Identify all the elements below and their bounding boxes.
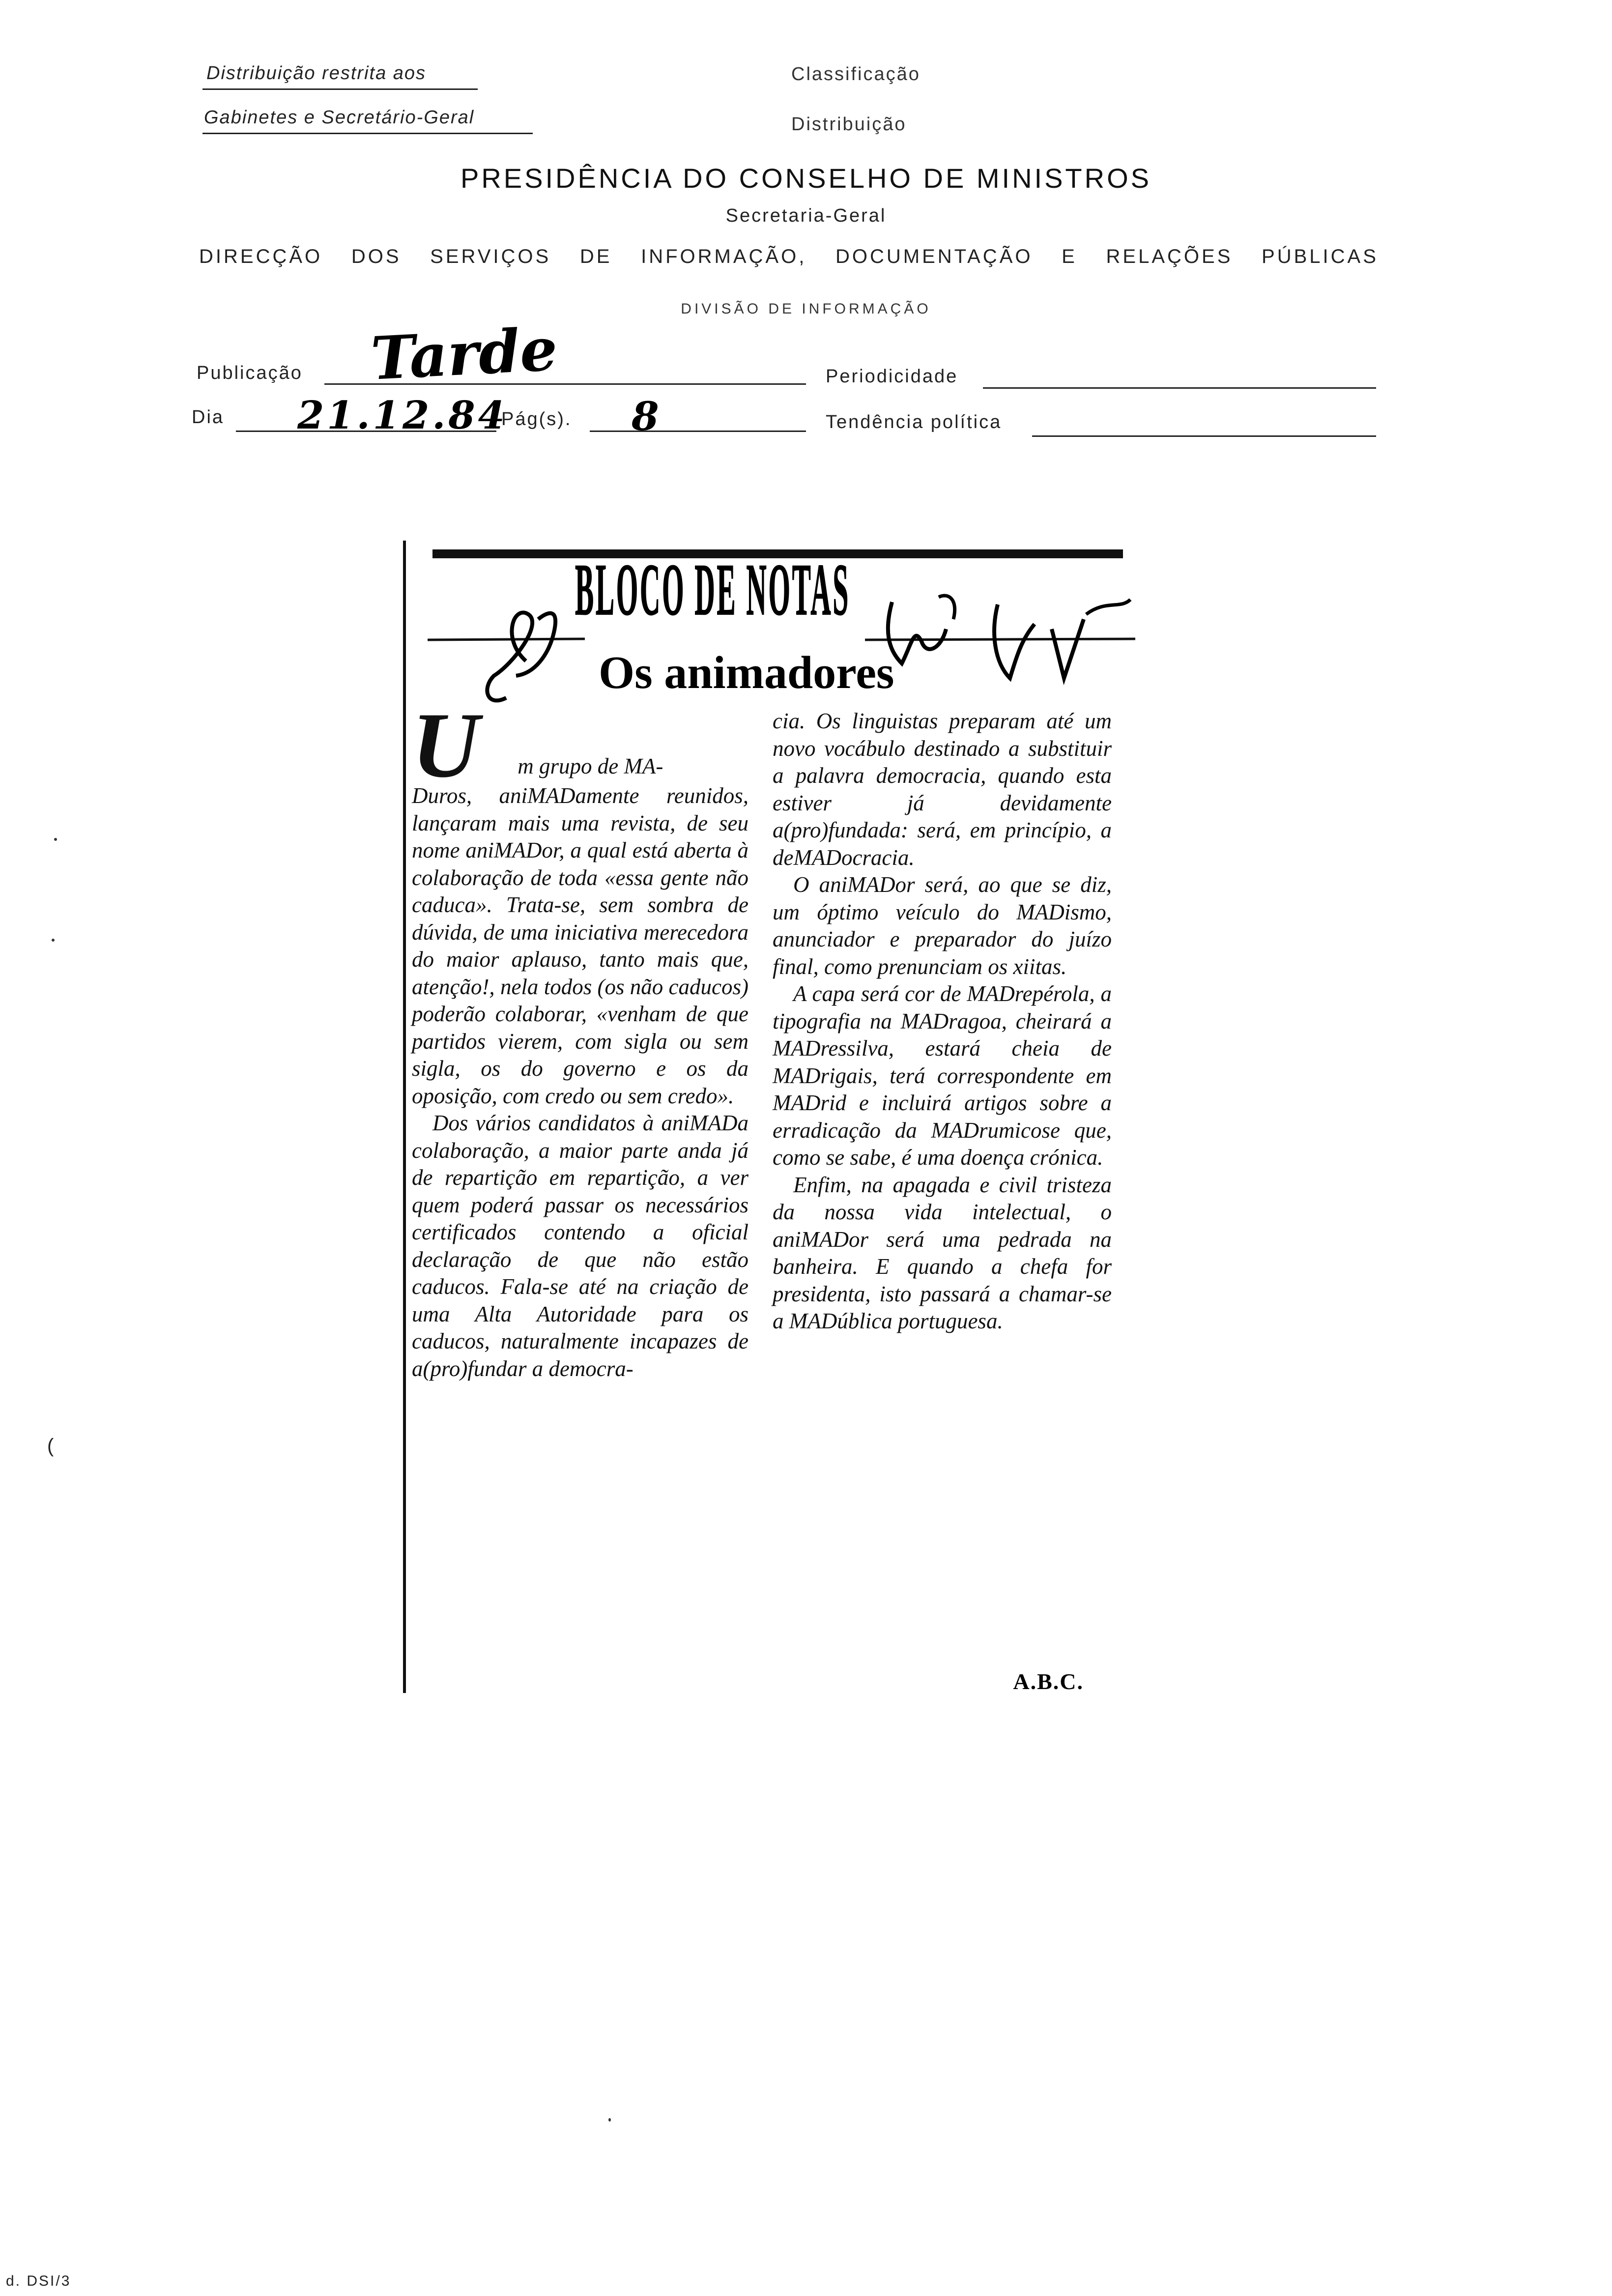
article-column-1 [412, 694, 748, 1382]
directorate-word: DOS [351, 246, 402, 267]
pages-handwritten-value: 8 [632, 393, 659, 439]
article-paragraph: Duros, aniMADamente reunidos, lançaram mais uma revista, de seu nome aniMADor, a qual está aberta à colaboração de toda «essa gente não caduca». Trata-se, sem sombra de dúvida, de uma iniciativa merecedora do maior aplauso, tanto mais que, atenção!, nela todos (os não caducos) poderão colaborar, «venham de que partidos vierem, com sigla ou sem sigla, os do governo e os da oposição, com credo ou sem credo». [412, 783, 748, 1108]
scan-mark: ( [47, 1435, 54, 1457]
pages-label: Pág(s). [501, 409, 572, 430]
directorate-word: INFORMAÇÃO, [641, 246, 807, 267]
division: DIVISÃO DE INFORMAÇÃO [681, 301, 931, 317]
article-paragraph: Dos vários candidatos à aniMADa colaboração, a maior parte anda já de repartição em repartição, a ver quem poderá passar os necessários certificados contendo a oficial declaração de que não estão caducos. Fala-se até na criação de uma Alta Autoridade para os caducos, naturalmente incapazes de a(pro)fundar a democra- [412, 1111, 748, 1381]
directorate-word: SERVIÇOS [430, 246, 551, 267]
directorate-word: DIRECÇÃO [199, 246, 323, 267]
political-tendency-field-line [1032, 435, 1376, 437]
scan-speck [54, 838, 57, 841]
clipping-left-rule [403, 541, 406, 1693]
logo-word: BLOCO DE NOTAS [575, 549, 850, 631]
directorate-word: RELAÇÕES [1106, 246, 1233, 267]
underline [202, 88, 478, 90]
periodicity-field-line [983, 387, 1376, 389]
directorate-word: DE [579, 246, 612, 267]
scan-speck [608, 2118, 611, 2122]
distribution-note-line2: Gabinetes e Secretário-Geral [204, 107, 475, 128]
distribution-note-line1: Distribuição restrita aos [206, 63, 427, 84]
article-paragraph: cia. Os linguistas preparam até um novo vocábulo destinado a substituir a palavra democracia, quando esta estiver já devidamente a(pro)fundada: será, em princípio, a deMADocracia. [773, 709, 1112, 870]
directorate-line [199, 246, 1379, 268]
institution-title: PRESIDÊNCIA DO CONSELHO DE MINISTROS [461, 163, 1151, 194]
form-code: d. DSI/3 [6, 2273, 71, 2289]
publication-label: Publicação [197, 363, 303, 383]
publication-handwritten-value: Tarde [369, 315, 559, 394]
underline [202, 133, 533, 134]
classification-label: Classificação [791, 64, 921, 85]
pages-field-line [590, 430, 806, 432]
article-paragraph: O aniMADor será, ao que se diz, um óptimo veículo do MADismo, anunciador e preparador do juízo final, como prenunciam os xiitas. [773, 872, 1112, 979]
article-first-line-text: m grupo de MA- [518, 754, 663, 778]
article-paragraph: Enfim, na apagada e civil tristeza da nossa vida intelectual, o aniMADor será uma pedrada na banheira. E quando a chefa for presidenta, isto passará a chamar-se a MADública portuguesa. [773, 1172, 1112, 1333]
drop-cap: U [412, 694, 480, 797]
headline: Os animadores [599, 647, 894, 698]
political-tendency-label: Tendência política [826, 412, 1002, 432]
article-column-2 [773, 708, 1112, 1335]
article-paragraph: A capa será cor de MADrepérola, a tipografia na MADragoa, cheirará a MADressilva, estará cheia de MADrigais, terá correspondente em MADrid e incluirá artigos sobre a erradicação da MADrumicose que, como se sabe, é uma doença crónica. [773, 981, 1112, 1170]
scan-speck [52, 939, 55, 942]
distribution-label: Distribuição [791, 114, 907, 135]
directorate-word: E [1062, 246, 1077, 267]
day-label: Dia [192, 407, 225, 428]
day-handwritten-value: 21.12.84 [297, 393, 508, 438]
directorate-word: DOCUMENTAÇÃO [835, 246, 1033, 267]
directorate-word: PÚBLICAS [1262, 246, 1379, 267]
article-signature: A.B.C. [1013, 1669, 1084, 1694]
periodicity-label: Periodicidade [826, 366, 958, 387]
secretariat: Secretaria-Geral [725, 205, 887, 226]
